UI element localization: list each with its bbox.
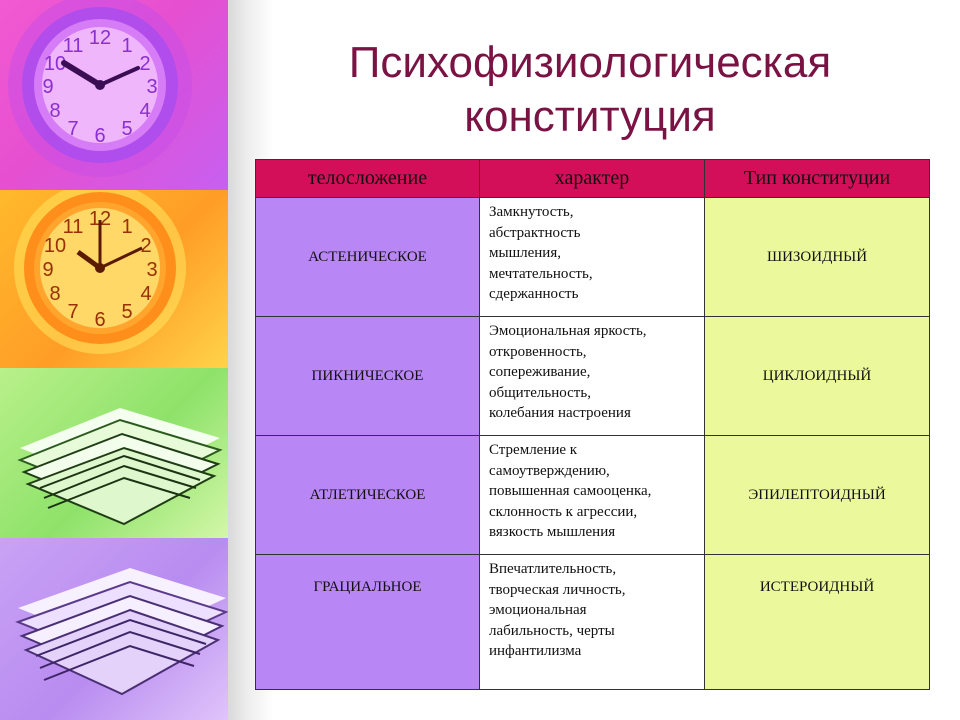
numeral-1: 1 [121,35,133,57]
purple-clock-image [0,0,228,190]
header-body-build: телосложение [256,160,480,198]
numeral-5: 5 [121,118,133,140]
character-line: лабильность, черты [489,622,615,639]
numeral-8: 8 [49,283,61,305]
body-build-cell: АТЛЕТИЧЕСКОЕ [256,436,480,555]
constitution-type-cell: ИСТЕРОИДНЫЙ [705,555,930,690]
numeral-7: 7 [67,301,79,323]
character-cell [480,198,705,317]
character-line: самоутверждению, [489,462,610,479]
constitution-type-cell: ЦИКЛОИДНЫЙ [705,317,930,436]
character-line: Впечатлительность, [489,561,617,577]
character-line: Эмоциональная яркость, [489,323,647,339]
numeral-8: 8 [49,100,61,122]
numeral-4: 4 [139,100,151,122]
numeral-3: 3 [146,259,158,281]
numeral-7: 7 [67,118,79,140]
character-line: сдержанность [489,286,579,302]
table-row [256,555,930,690]
character-cell [480,436,705,555]
character-line: мечтательность, [489,265,593,282]
character-line: инфантилизма [489,643,582,659]
constitution-table [255,159,930,690]
numeral-12: 12 [88,27,112,49]
numeral-5: 5 [121,301,133,323]
numeral-6: 6 [94,309,106,331]
character-line: Стремление к [489,442,578,458]
character-cell [480,317,705,436]
body-build-cell: ПИКНИЧЕСКОЕ [256,317,480,436]
numeral-6: 6 [94,125,106,147]
violet-papers-image [0,538,228,720]
clock-icon [0,0,228,190]
table-row [256,436,930,555]
character-line: эмоциональная [489,602,587,618]
title-line-1: Психофизиологическая [348,38,832,87]
clock-icon [0,190,228,368]
numeral-9: 9 [42,76,54,98]
character-line: мышления, [489,245,561,261]
header-constitution-type: Тип конституции [705,160,930,198]
papers-icon [0,368,228,538]
character-line: общительность, [489,384,591,401]
constitution-type-cell: ЭПИЛЕПТОИДНЫЙ [705,436,930,555]
constitution-type-cell: ШИЗОИДНЫЙ [705,198,930,317]
table-row [256,317,930,436]
character-line: повышенная самооценка, [489,483,652,499]
character-line: абстрактность [489,224,581,241]
title-line-2: конституция [464,92,716,141]
character-line: вязкость мышления [489,524,616,540]
orange-clock-image [0,190,228,368]
page-title [290,36,890,144]
character-line: творческая личность, [489,581,626,598]
decorative-image-strip [0,0,228,720]
header-character: характер [480,160,705,198]
numeral-9: 9 [42,259,54,281]
numeral-4: 4 [140,283,152,305]
character-line: Замкнутость, [489,204,574,220]
body-build-cell: ГРАЦИАЛЬНОЕ [256,555,480,690]
character-line: сопереживание, [489,364,591,380]
table-row [256,198,930,317]
numeral-11: 11 [62,35,84,57]
papers-icon [0,538,228,720]
table-header-row [256,160,930,198]
numeral-1: 1 [121,216,133,238]
character-line: колебания настроения [489,405,631,421]
numeral-11: 11 [62,216,84,238]
character-line: откровенность, [489,343,587,360]
numeral-10: 10 [43,53,67,75]
numeral-12: 12 [88,208,112,230]
body-build-cell: АСТЕНИЧЕСКОЕ [256,198,480,317]
numeral-10: 10 [43,235,67,257]
green-papers-image [0,368,228,538]
numeral-2: 2 [139,53,151,75]
numeral-3: 3 [146,76,158,98]
character-cell [480,555,705,690]
character-line: склонность к агрессии, [489,503,638,520]
numeral-2: 2 [140,235,152,257]
